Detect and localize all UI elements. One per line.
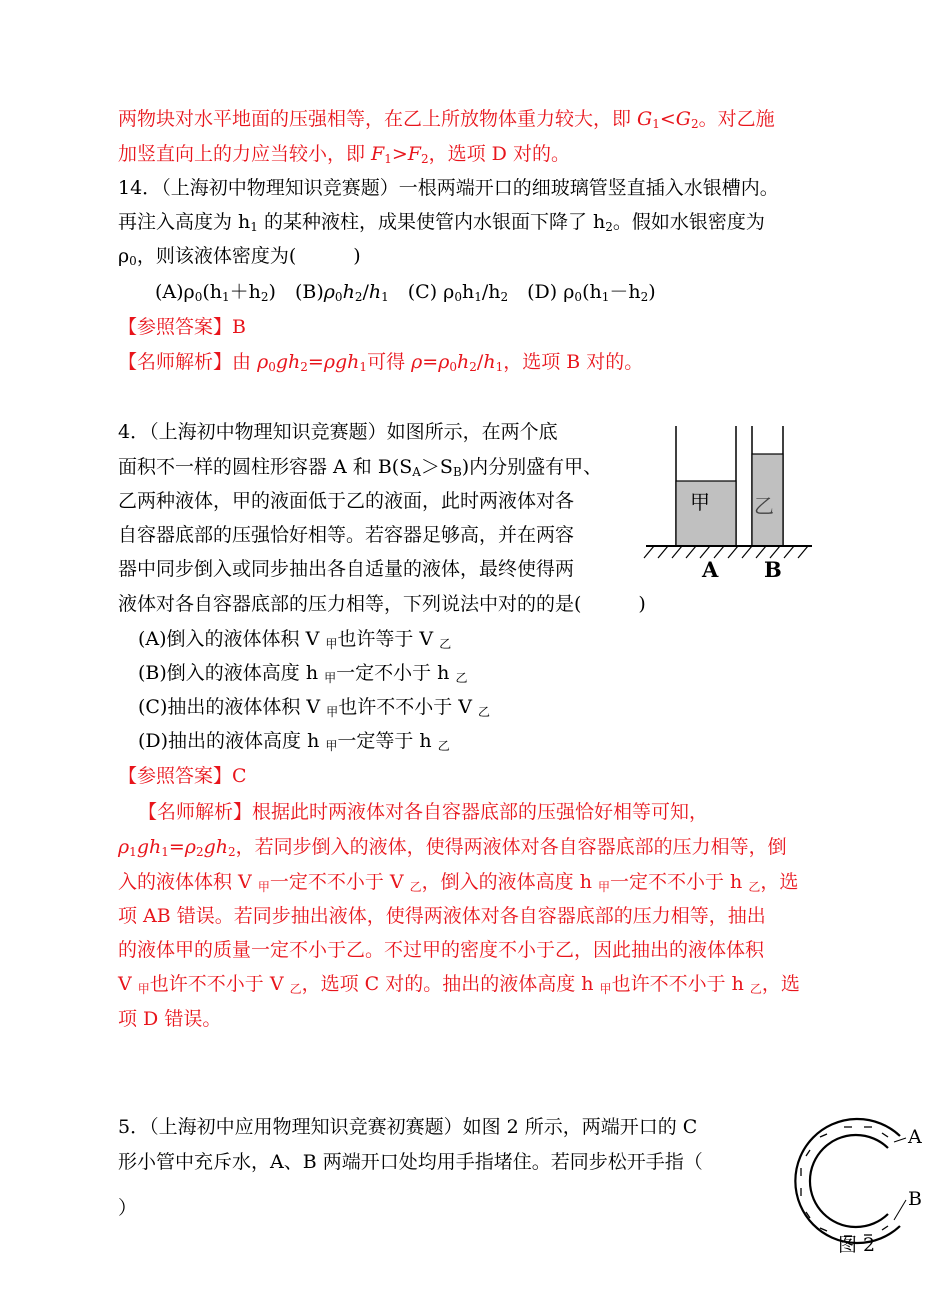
q4-stem-line-2: 面积不一样的圆柱形容器 A 和 $B(S_A>S_B)$内分别盛有甲、 bbox=[118, 456, 603, 479]
q5-stem-line-2: 形小管中充斥水，A、B 两端开口处均用手指堵住。若同步松开手指（ bbox=[118, 1151, 703, 1173]
label-a: A bbox=[702, 557, 719, 582]
pointer-b bbox=[894, 1200, 906, 1220]
q14-answer: 【参照答案】B bbox=[118, 316, 246, 338]
q4-analysis-line-7: 项 D 错误。 bbox=[118, 1008, 222, 1030]
container-figure bbox=[640, 422, 820, 584]
label-b: B bbox=[764, 557, 782, 582]
figure-2-caption: 图 2 bbox=[838, 1234, 876, 1256]
q4-analysis-line-3: 入的液体体积 V $_甲$一定不不小于 V $_乙$，倒入的液体高度 h $_甲$一定不不小于 h $_乙$，选 bbox=[118, 871, 799, 894]
prev-analysis-line-2: 加竖直向上的力应当较小，即 $F_1>F_2$，选项 D 对的。 bbox=[118, 143, 570, 166]
q14-stem-line-3: $\rho_0$，则该液体密度为( ) bbox=[118, 245, 361, 268]
q4-stem-line-5: 器中同步倒入或同步抽出各自适量的液体，最终使得两 bbox=[118, 558, 575, 580]
label-jia: 甲 bbox=[690, 490, 710, 514]
q4-answer: 【参照答案】C bbox=[118, 765, 247, 787]
pointer-a bbox=[894, 1138, 906, 1142]
prev-analysis-line-1: 两物块对水平地面的压强相等，在乙上所放物体重力较大，即 $G_1<G_2$。对乙施 bbox=[118, 108, 775, 131]
q14-stem-line-1: 14．（上海初中物理知识竞赛题）一根两端开口的细玻璃管竖直插入水银槽内。 bbox=[118, 177, 779, 199]
q14-stem-line-2: 再注入高度为 $h_1$ 的某种液柱，成果使管内水银面下降了 $h_2$。假如水银密度为 bbox=[118, 211, 765, 234]
q14-options: $(A)\rho_0(h_1+h_2)$ $(B)\rho_0h_2/h_1$ (C) $\rho_0h_1/h_2$ (D) $\rho_0(h_1-h_2)$ bbox=[155, 281, 656, 304]
label-yi: 乙 bbox=[754, 494, 774, 518]
q5-stem-line-1: 5．（上海初中应用物理知识竞赛初赛题）如图 2 所示，两端开口的 C bbox=[118, 1116, 698, 1138]
q5-stem-line-3: ） bbox=[118, 1197, 138, 1219]
q4-analysis-line-6: V $_甲$也许不不小于 V $_乙$，选项 C 对的。抽出的液体高度 h $_甲$也许不不小于 h $_乙$，选 bbox=[118, 973, 800, 996]
q4-analysis-line-2: $\rho_1gh_1=\rho_2gh_2$，若同步倒入的液体，使得两液体对各自容器底部的压力相等，倒 bbox=[118, 836, 787, 859]
q4-analysis-line-4: 项 AB 错误。若同步抽出液体，使得两液体对各自容器底部的压力相等，抽出 bbox=[118, 905, 766, 927]
q4-stem-line-6: 液体对各自容器底部的压力相等，下列说法中对的的是( ) bbox=[118, 593, 646, 615]
q4-option-b: (B)倒入的液体高度 h $_甲$一定不小于 h $_乙$ bbox=[138, 662, 468, 685]
q4-stem-line-1: 4．（上海初中物理知识竞赛题）如图所示，在两个底 bbox=[118, 421, 558, 443]
q4-option-a: (A)倒入的液体体积 V $_甲$也许等于 V $_乙$ bbox=[138, 628, 452, 651]
c-tube-inner-wall bbox=[810, 1135, 888, 1227]
c-tube-label-a: A bbox=[908, 1126, 922, 1148]
q14-analysis: 【名师解析】由 $\rho_0gh_2=\rho gh_1$可得 $\rho=\rho_0h_2/h_1$，选项 B 对的。 bbox=[118, 351, 644, 374]
q4-option-d: (D)抽出的液体高度 h $_甲$一定等于 h $_乙$ bbox=[138, 730, 450, 753]
q4-option-c: (C)抽出的液体体积 V $_甲$也许不不小于 V $_乙$ bbox=[138, 696, 491, 719]
ground-hatching bbox=[644, 546, 808, 558]
q4-analysis-line-1: 【名师解析】根据此时两液体对各自容器底部的压强恰好相等可知， bbox=[138, 801, 709, 823]
q4-analysis-line-5: 的液体甲的质量一定不小于乙。不过甲的密度不小于乙，因此抽出的液体体积 bbox=[118, 939, 765, 961]
q4-stem-line-4: 自容器底部的压强恰好相等。若容器足够高，并在两容 bbox=[118, 524, 575, 546]
c-tube-label-b: B bbox=[908, 1188, 922, 1210]
water-marks bbox=[801, 1127, 888, 1236]
q4-stem-line-3: 乙两种液体，甲的液面低于乙的液面，此时两液体对各 bbox=[118, 490, 575, 512]
container-diagram bbox=[640, 422, 820, 584]
